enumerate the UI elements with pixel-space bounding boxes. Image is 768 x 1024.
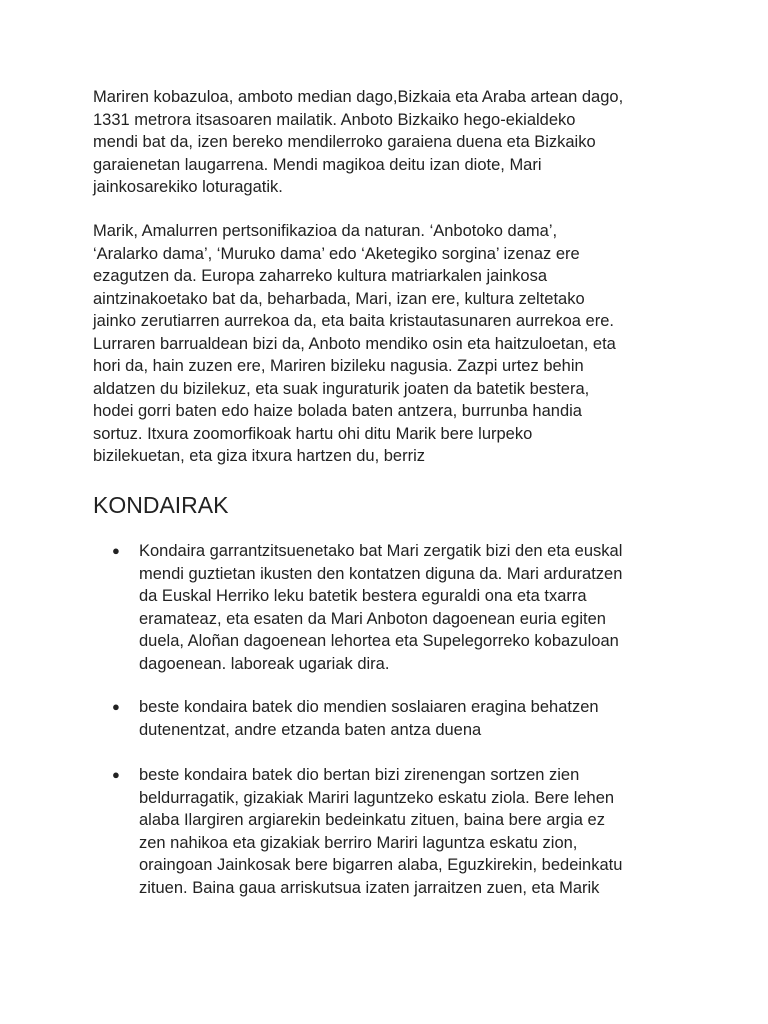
bullet-icon: ● (112, 543, 120, 558)
list-item-line: da Euskal Herriko leku batetik bestera eguraldi ona eta txarra (139, 587, 587, 605)
paragraph-line: Mariren kobazuloa, amboto median dago,Bizkaia eta Araba artean dago, (93, 88, 624, 106)
list-item-line: beste kondaira batek dio mendien soslaiaren eragina behatzen (139, 698, 599, 716)
paragraph-line: ezagutzen da. Europa zaharreko kultura matriarkalen jainkosa (93, 267, 548, 285)
paragraph-line: aldatzen du bizilekuz, eta suak inguraturik joaten da batetik bestera, (93, 379, 590, 398)
list-item-line: mendi guztietan ikusten den kontatzen diguna da. Mari arduratzen (139, 564, 623, 583)
paragraph-line: bizilekuetan, eta giza itxura hartzen du, berriz (93, 447, 426, 465)
paragraph-line: hori da, hain zuzen ere, Mariren bizileku nagusia. Zazpi urtez behin (93, 357, 584, 375)
paragraph-line: Marik, Amalurren pertsonifikazioa da naturan. ‘Anbotoko dama’, (93, 222, 558, 240)
list-item-text (139, 540, 622, 675)
section-heading: KONDAIRAK (93, 492, 229, 518)
paragraph-line: mendi bat da, izen bereko mendilerroko garaiena duena eta Bizkaiko (93, 133, 596, 151)
paragraph-line: aintzinakoetako bat da, beharbada, Mari, izan ere, kultura zeltetako (93, 289, 585, 308)
paragraph-line: jainko zerutiarren aurrekoa da, eta baita kristautasunaren aurrekoa ere. (93, 312, 614, 330)
list-item-text (139, 696, 599, 741)
paragraph-line: 1331 metrora itsasoaren mailatik. Anboto Bizkaiko hego-ekialdeko (93, 110, 576, 129)
list-item-line: alaba Ilargiren argiarekin bedeinkatu zituen, baina bere argia ez (139, 811, 605, 829)
paragraph-line: garaienetan laugarrena. Mendi magikoa deitu izan diote, Mari (93, 155, 542, 174)
paragraph-line: hodei gorri baten edo haize bolada baten antzera, burrunba handia (93, 402, 582, 420)
paragraph-line: sortuz. Itxura zoomorfikoak hartu ohi ditu Marik bere lurpeko (93, 424, 533, 443)
list-item-line: duela, Aloñan dagoenean lehortea eta Supelegorreko kobazuloan (139, 632, 619, 650)
paragraph-line: ‘Aralarko dama’, ‘Muruko dama’ edo ‘Aketegiko sorgina’ izenaz ere (93, 244, 580, 263)
list-item-line: beldurragatik, gizakiak Mariri laguntzeko eskatu ziola. Bere lehen (139, 788, 615, 807)
paragraph-line: Lurraren barrualdean bizi da, Anboto mendiko osin eta haitzuloetan, eta (93, 334, 616, 353)
list-item-line: dagoenean. laboreak ugariak dira. (139, 654, 390, 673)
list-item-line: Kondaira garrantzitsuenetako bat Mari zergatik bizi den eta euskal (139, 542, 623, 560)
bullet-icon: ● (112, 767, 120, 782)
list-item-line: zen nahikoa eta gizakiak berriro Mariri laguntza eskatu zion, (139, 833, 578, 852)
paragraph-mari (93, 220, 693, 468)
list-item-line: beste kondaira batek dio bertan bizi zirenengan sortzen zien (139, 766, 580, 784)
list-item-line: dutenentzat, andre etzanda baten antza duena (139, 720, 482, 739)
list-item-line: oraingoan Jainkosak bere bigarren alaba, Eguzkirekin, bedeinkatu (139, 856, 623, 874)
paragraph-line: jainkosarekiko loturagatik. (93, 178, 283, 196)
list-item-line: eramateaz, eta esaten da Mari Anboton dagoenean euria egiten (139, 609, 606, 628)
list-item-text (139, 764, 622, 899)
list-item-line: zituen. Baina gaua arriskutsua izaten jarraitzen zuen, eta Marik (139, 878, 600, 897)
bullet-icon: ● (112, 699, 120, 714)
paragraph-intro (93, 86, 693, 199)
